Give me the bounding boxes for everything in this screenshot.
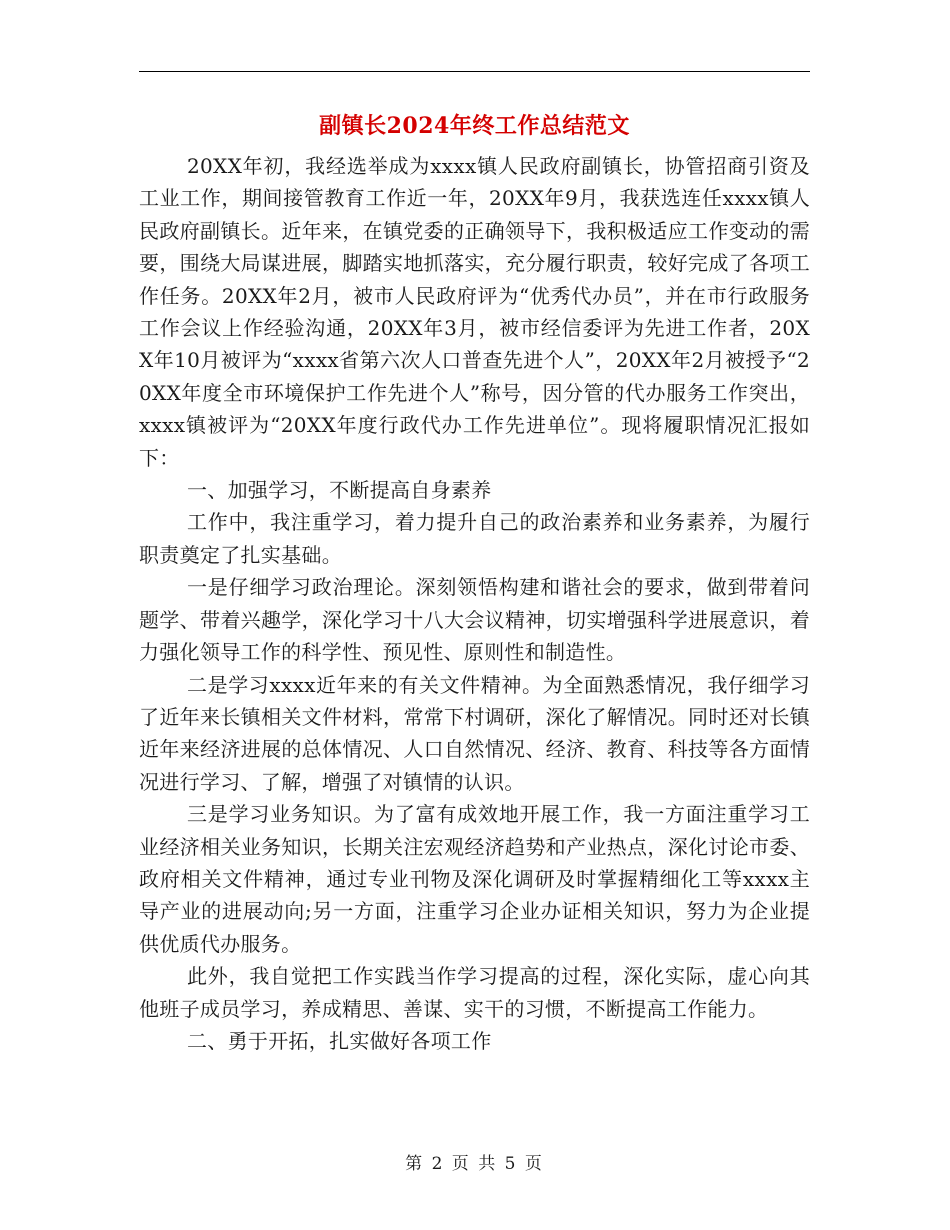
body-paragraph: 三是学习业务知识。为了富有成效地开展工作，我一方面注重学习工业经济相关业务知识，长期关注宏观经济趋势和产业热点，深化讨论市委、政府相关文件精神，通过专业刊物及深化调研及时掌握精细化工等xxxx主导产业的进展动向;另一方面，注重学习企业办证相关知识，努力为企业提供优质代办服务。 bbox=[139, 802, 810, 956]
intro-paragraph: 20XX年初，我经选举成为xxxx镇人民政府副镇长，协管招商引资及工业工作，期间接管教育工作近一年，20XX年9月，我获选连任xxxx镇人民政府副镇长。近年来，在镇党委的正确领导下，我积极适应工作变动的需要，围绕大局谋进展，脚踏实地抓落实，充分履行职责，较好完成了各项工作任务。20XX年2月，被市人民政府评为“优秀代办员”，并在市行政服务工作会议上作经验沟通，20XX年3月，被市经信委评为先进工作者，20XX年10月被评为“xxxx省第六次人口普查先进个人”，20XX年2月被授予“20XX年度全市环境保护工作先进个人”称号，因分管的代办服务工作突出，xxxx镇被评为“20XX年度行政代办工作先进单位”。现将履职情况汇报如下： bbox=[139, 154, 810, 470]
header-rule bbox=[139, 71, 810, 72]
body-paragraph: 一是仔细学习政治理论。深刻领悟构建和谐社会的要求，做到带着问题学、带着兴趣学，深化学习十八大会议精神，切实增强科学进展意识，着力强化领导工作的科学性、预见性、原则性和制造性。 bbox=[139, 575, 810, 665]
body-paragraph: 二是学习xxxx近年来的有关文件精神。为全面熟悉情况，我仔细学习了近年来长镇相关文件材料，常常下村调研，深化了解情况。同时还对长镇近年来经济进展的总体情况、人口自然情况、经济、教育、科技等各方面情况进行学习、了解，增强了对镇情的认识。 bbox=[139, 672, 810, 794]
document-title: 副镇长2024年终工作总结范文 bbox=[319, 113, 630, 139]
section-heading-1: 一、加强学习，不断提高自身素养 bbox=[187, 478, 492, 503]
page-number: 第 2 页 共 5 页 bbox=[405, 1154, 544, 1174]
body-paragraph: 工作中，我注重学习，着力提升自己的政治素养和业务素养，为履行职责奠定了扎实基础。 bbox=[139, 510, 810, 567]
document-body bbox=[139, 150, 810, 1057]
section-heading-2: 二、勇于开拓，扎实做好各项工作 bbox=[187, 1028, 492, 1053]
body-paragraph: 此外，我自觉把工作实践当作学习提高的过程，深化实际，虚心向其他班子成员学习，养成精思、善谋、实干的习惯，不断提高工作能力。 bbox=[139, 964, 810, 1021]
